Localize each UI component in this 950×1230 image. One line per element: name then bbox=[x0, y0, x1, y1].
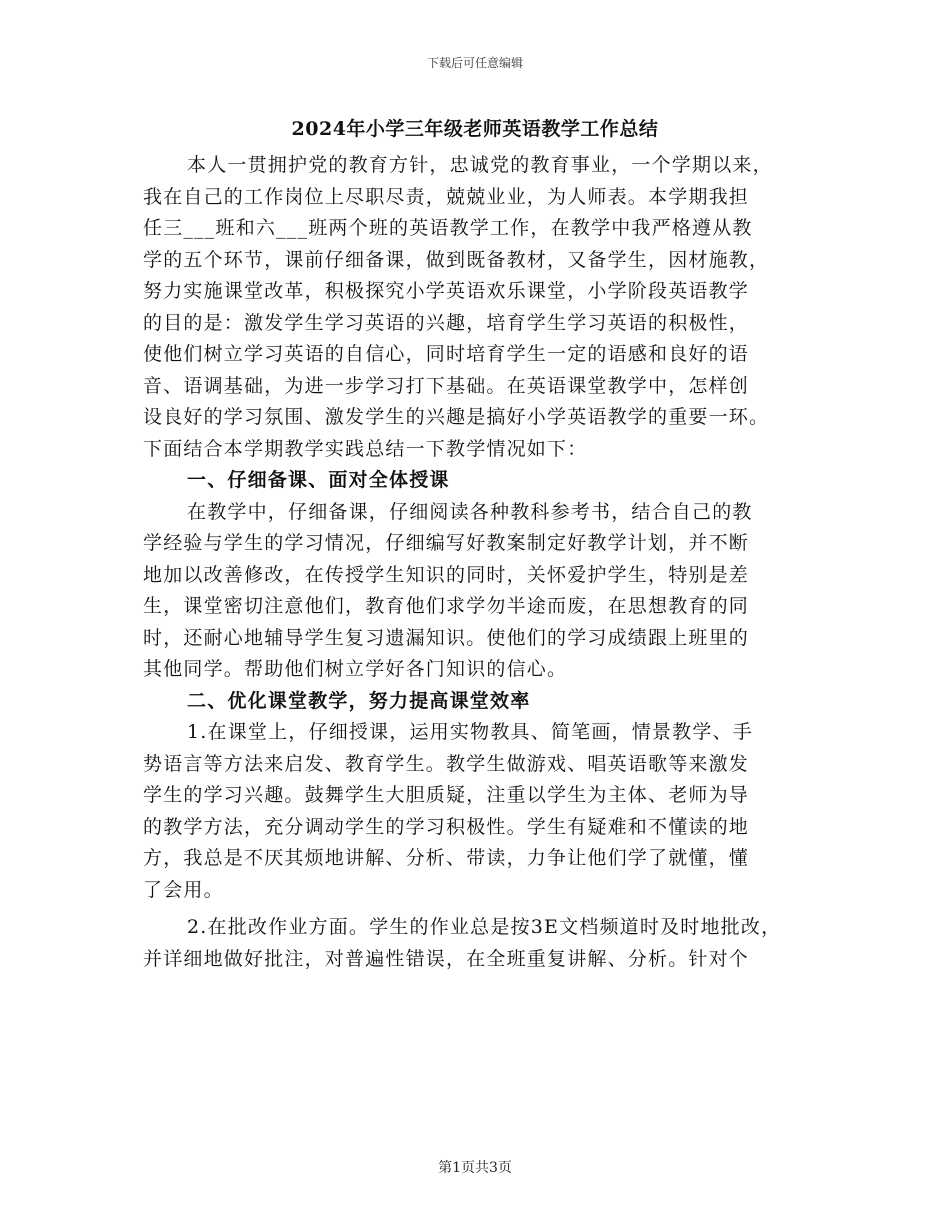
body-line: 的教学方法，充分调动学生的学习积极性。学生有疑难和不懂读的地 bbox=[143, 815, 750, 838]
document-body bbox=[143, 150, 828, 975]
document-title: 2024年小学三年级老师英语教学工作总结 bbox=[291, 118, 659, 140]
body-line: 音、语调基础，为进一步学习打下基础。在英语课堂教学中，怎样创 bbox=[143, 374, 750, 397]
body-line: 的目的是：激发学生学习英语的兴趣，培育学生学习英语的积极性， bbox=[143, 311, 750, 334]
body-line: 时，还耐心地辅导学生复习遗漏知识。使他们的学习成绩跟上班里的 bbox=[143, 626, 750, 649]
section-heading: 二、优化课堂教学，努力提高课堂效率 bbox=[187, 689, 531, 712]
section-heading: 一、仔细备课、面对全体授课 bbox=[187, 469, 450, 491]
body-line: 下面结合本学期教学实践总结一下教学情况如下： bbox=[143, 437, 588, 460]
body-line: 2.在批改作业方面。学生的作业总是按3E文档频道时及时地批改， bbox=[187, 916, 782, 938]
header-note: 下载后可任意编辑 bbox=[426, 56, 523, 70]
body-line: 学生的学习兴趣。鼓舞学生大胆质疑，注重以学生为主体、老师为导 bbox=[143, 784, 750, 806]
body-line: 本人一贯拥护党的教育方针，忠诚党的教育事业，一个学期以来， bbox=[187, 154, 773, 176]
body-line: 生，课堂密切注意他们，教育他们求学勿半途而废，在思想教育的同 bbox=[143, 595, 750, 617]
body-line: 1.在课堂上，仔细授课，运用实物教具、简笔画，情景教学、手 bbox=[187, 721, 753, 743]
page-footer: 第1页共3页 bbox=[438, 1160, 512, 1176]
body-line: 我在自己的工作岗位上尽职尽责，兢兢业业，为人师表。本学期我担 bbox=[143, 185, 750, 208]
body-line: 其他同学。帮助他们树立学好各门知识的信心。 bbox=[143, 658, 568, 680]
body-line: 使他们树立学习英语的自信心，同时培育学生一定的语感和良好的语 bbox=[143, 343, 750, 365]
body-line: 设良好的学习氛围、激发学生的兴趣是搞好小学英语教学的重要一环。 bbox=[143, 406, 770, 428]
body-line: 在教学中，仔细备课，仔细阅读各种教科参考书，结合自己的教 bbox=[187, 500, 753, 523]
body-line: 势语言等方法来启发、教育学生。教学生做游戏、唱英语歌等来激发 bbox=[143, 752, 750, 775]
body-line: 努力实施课堂改革，积极探究小学英语欢乐课堂，小学阶段英语教学 bbox=[143, 280, 750, 302]
body-line: 任三___班和六___班两个班的英语教学工作，在教学中我严格遵从教 bbox=[143, 217, 753, 239]
body-line: 学经验与学生的学习情况，仔细编写好教案制定好教学计划，并不断 bbox=[143, 532, 750, 554]
body-line: 方，我总是不厌其烦地讲解、分析、带读，力争让他们学了就懂，懂 bbox=[143, 847, 750, 869]
body-line: 了会用。 bbox=[143, 878, 224, 901]
body-line: 地加以改善修改，在传授学生知识的同时，关怀爱护学生，特别是差 bbox=[143, 563, 750, 586]
body-line: 并详细地做好批注，对普遍性错误，在全班重复讲解、分析。针对个 bbox=[143, 947, 750, 970]
body-line: 学的五个环节，课前仔细备课，做到既备教材，又备学生，因材施教， bbox=[143, 248, 770, 271]
